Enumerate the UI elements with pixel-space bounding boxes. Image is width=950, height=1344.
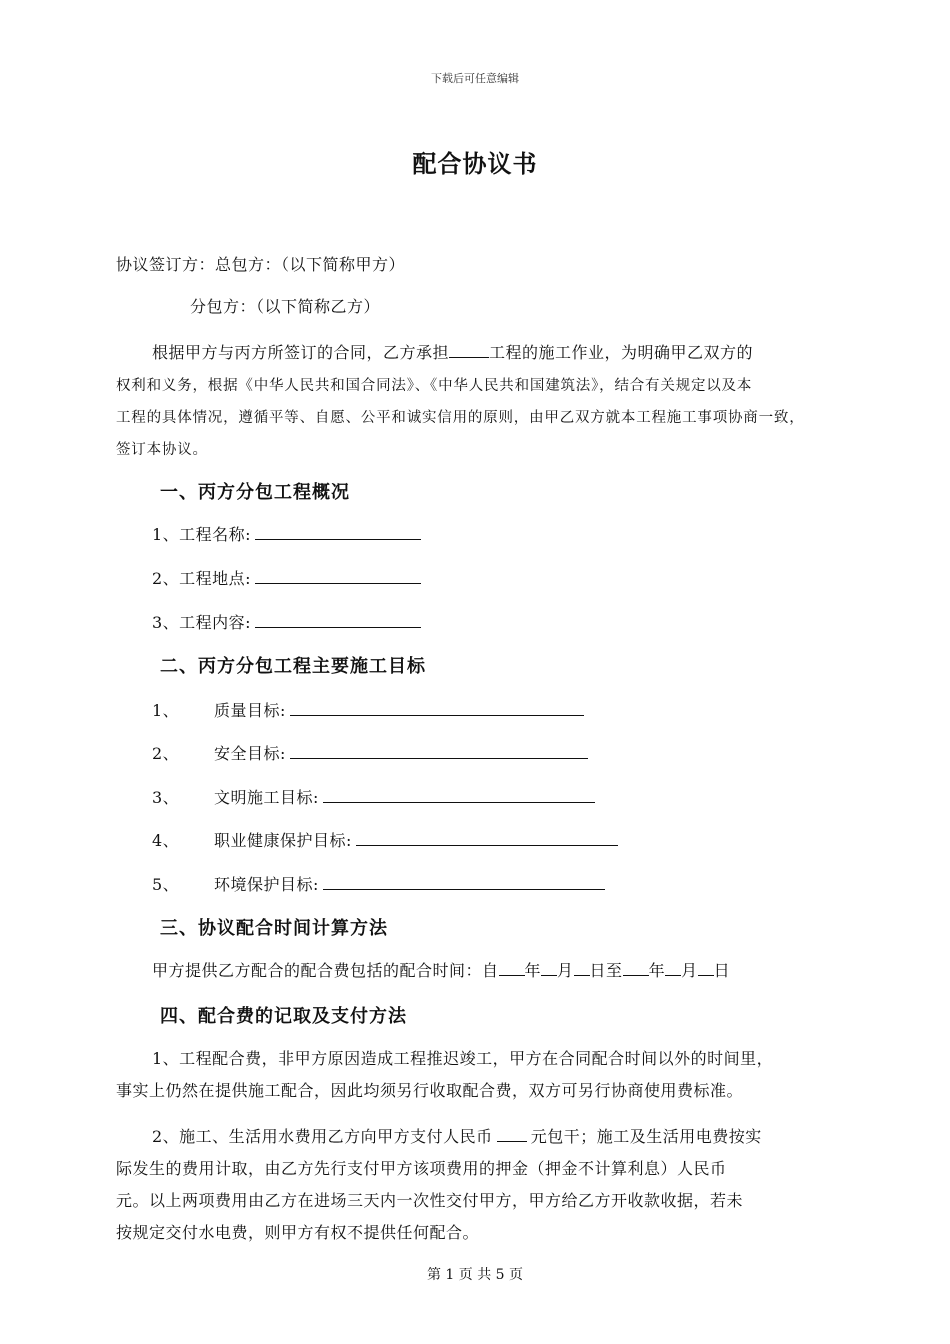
page-footer: 第 1 页 共 5 页: [426, 1267, 524, 1283]
item-label: 环境保护目标:: [214, 875, 319, 894]
section-2-heading: 二、丙方分包工程主要施工目标: [160, 656, 426, 677]
item-label: 2、工程地点:: [152, 569, 252, 588]
end-year-blank[interactable]: [623, 961, 649, 976]
parties-line-2: 分包方：（以下简称乙方）: [190, 297, 381, 316]
item-label: 职业健康保护目标:: [214, 831, 352, 850]
section-2-item-3: [152, 785, 595, 808]
start-year-blank[interactable]: [499, 961, 525, 976]
health-target-blank[interactable]: [356, 831, 618, 846]
item-number: 5、: [152, 875, 180, 894]
section-2-item-1: [152, 698, 584, 721]
section-1-item-3: [152, 610, 421, 633]
section-2-item-5: [152, 872, 605, 895]
water-fee-blank[interactable]: [497, 1127, 527, 1142]
end-day-blank[interactable]: [698, 961, 714, 976]
day-to-label: 日至: [589, 961, 623, 980]
start-month-blank[interactable]: [541, 961, 557, 976]
item-label: 文明施工目标:: [214, 788, 319, 807]
intro-line-2: 权利和义务，根据《中华人民共和国合同法》、《中华人民共和国建筑法》，结合有关规定以及本: [116, 378, 753, 394]
month-label: 月: [681, 961, 698, 980]
item-number: 4、: [152, 831, 180, 850]
year-label: 年: [524, 961, 542, 980]
intro-line-4: 签订本协议。: [116, 442, 208, 458]
quality-target-blank[interactable]: [290, 701, 584, 716]
civilized-target-blank[interactable]: [323, 788, 595, 803]
safety-target-blank[interactable]: [290, 744, 588, 759]
section-4-heading: 四、配合费的记取及支付方法: [160, 1006, 407, 1027]
environment-target-blank[interactable]: [323, 875, 605, 890]
section-1-item-1: [152, 522, 421, 545]
page-header: 下载后可任意编辑: [431, 72, 519, 85]
section-4-p1-line-1: 1、工程配合费，非甲方原因造成工程推迟竣工，甲方在合同配合时间以外的时间里，: [152, 1049, 774, 1068]
project-content-blank[interactable]: [255, 613, 421, 628]
section-2-item-2: [152, 741, 588, 764]
water-fee-text: 2、施工、生活用水费用乙方向甲方支付人民币: [152, 1127, 493, 1146]
water-fee-text-b: 元包干；施工及生活用电费按实: [530, 1127, 762, 1146]
intro-text-a: 根据甲方与丙方所签订的合同，乙方承担: [152, 343, 450, 362]
item-label: 质量目标:: [214, 701, 286, 720]
intro-line-1: [152, 340, 753, 363]
year-label: 年: [648, 961, 666, 980]
parties-line-1: 协议签订方：总包方：（以下简称甲方）: [116, 255, 406, 274]
item-number: 3、: [152, 788, 180, 807]
section-3-heading: 三、协议配合时间计算方法: [160, 918, 388, 939]
section-4-p2-line-1: [152, 1124, 762, 1147]
item-label: 1、工程名称:: [152, 525, 252, 544]
item-label: 安全目标:: [214, 744, 286, 763]
project-name-blank[interactable]: [255, 525, 421, 540]
item-number: 2、: [152, 744, 180, 763]
project-blank[interactable]: [449, 343, 489, 358]
section-1-item-2: [152, 566, 421, 589]
section-3-text: [152, 958, 730, 981]
item-label: 3、工程内容:: [152, 613, 252, 632]
month-label: 月: [557, 961, 574, 980]
document-title: 配合协议书: [412, 149, 538, 178]
section-2-item-4: [152, 828, 618, 851]
section-4-p1-line-2: 事实上仍然在提供施工配合，因此均须另行收取配合费，双方可另行协商使用费标准。: [116, 1081, 744, 1100]
section-1-heading: 一、丙方分包工程概况: [160, 482, 350, 503]
start-day-blank[interactable]: [574, 961, 590, 976]
time-text: 甲方提供乙方配合的配合费包括的配合时间：自: [152, 961, 499, 980]
project-location-blank[interactable]: [255, 569, 421, 584]
item-number: 1、: [152, 701, 180, 720]
section-4-p2-line-3: 元。以上两项费用由乙方在进场三天内一次性交付甲方，甲方给乙方开收款收据，若未: [116, 1191, 744, 1210]
end-month-blank[interactable]: [665, 961, 681, 976]
section-4-p2-line-4: 按规定交付水电费，则甲方有权不提供任何配合。: [116, 1223, 480, 1242]
intro-text-b: 工程的施工作业，为明确甲乙双方的: [489, 343, 754, 362]
intro-line-3: 工程的具体情况，遵循平等、自愿、公平和诚实信用的原则，由甲乙双方就本工程施工事项协商一致，: [116, 410, 805, 426]
section-4-p2-line-2: 际发生的费用计取，由乙方先行支付甲方该项费用的押金（押金不计算利息）人民币: [116, 1159, 727, 1178]
day-label: 日: [713, 961, 731, 980]
